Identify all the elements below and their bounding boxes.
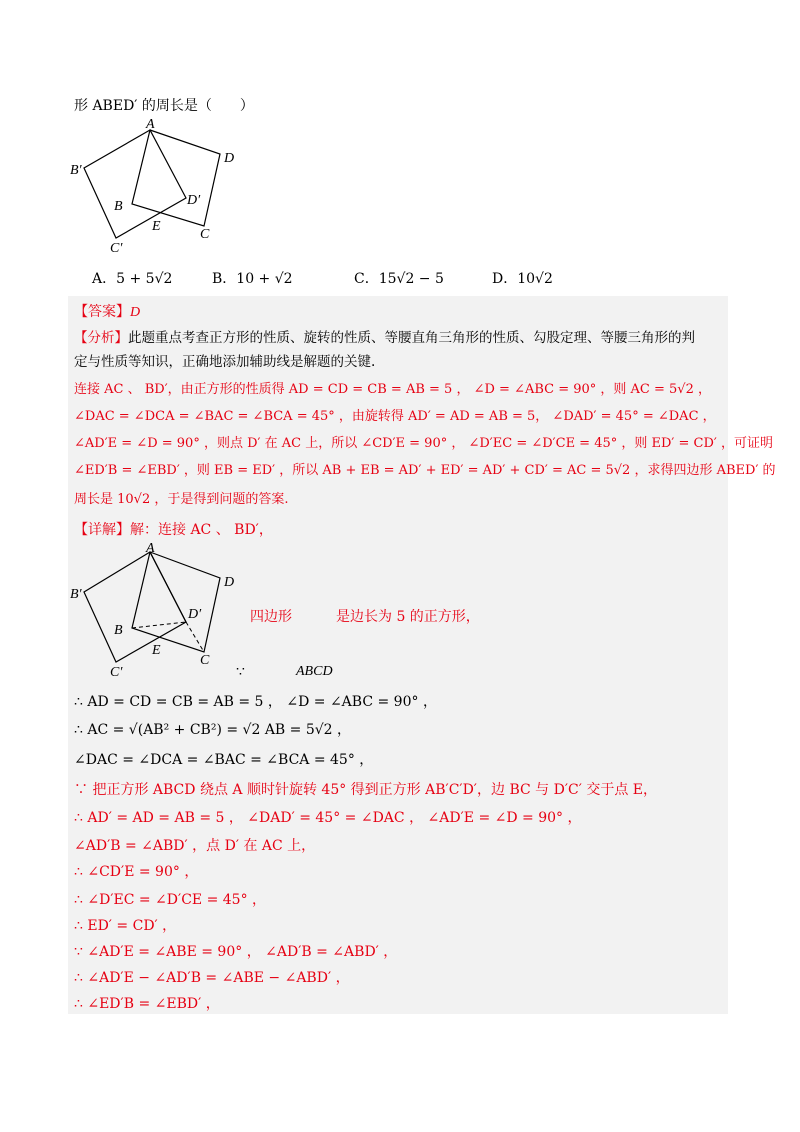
fig2-label-B: B [114, 623, 123, 638]
detail-step-4: ∵ 把正方形 ABCD 绕点 A 顺时针旋转 45° 得到正方形 AB′C′D′，边 BC 与 D′C′ 交于点 E， [74, 782, 658, 798]
detail-step-9: ∴ ED′ = CD′ ， [74, 918, 177, 934]
option-b[interactable]: B．10 + √2 [212, 271, 293, 287]
label-D-prime: D′ [187, 193, 201, 208]
label-A: A [146, 118, 155, 132]
fig2-label-B-prime: B′ [70, 587, 82, 602]
geometry-figure-1 [70, 118, 250, 258]
label-D: D [224, 151, 235, 166]
detail-step-3: ∠DAC = ∠DCA = ∠BAC = ∠BCA = 45° ， [74, 752, 374, 768]
label-C-prime: C′ [110, 241, 123, 256]
option-d[interactable]: D．10√2 [492, 271, 553, 287]
label-E: E [152, 219, 161, 234]
detail-intro: 【详解】解：连接 AC 、 BD′， [74, 522, 273, 538]
detail-step-6: ∠AD′B = ∠ABD′ ，点 D′ 在 AC 上， [74, 838, 316, 854]
because-symbol: ∵ [236, 664, 245, 680]
question-stem: 形 ABED′ 的周长是（ ） [74, 98, 254, 114]
label-C: C [200, 227, 210, 242]
option-a[interactable]: A．5 + 5√2 [92, 271, 173, 287]
fig2-label-D-prime: D′ [188, 607, 202, 622]
detail-step-10: ∵ ∠AD′E = ∠ABE = 90° ， ∠AD′B = ∠ABD′ ， [74, 944, 398, 960]
analysis-line-2: 定与性质等知识，正确地添加辅助线是解题的关键. [74, 354, 376, 370]
analysis-red-1: 连接 AC 、 BD′，由正方形的性质得 AD = CD = CB = AB = 5 ， ∠D = ∠ABC = 90° ，则 AC = 5√2 ， [74, 382, 711, 397]
detail-step-7: ∴ ∠CD′E = 90° ， [74, 864, 199, 880]
detail-step-1: ∴ AD = CD = CB = AB = 5 ， ∠D = ∠ABC = 90° ， [74, 694, 437, 710]
option-c[interactable]: C．15√2 − 5 [354, 271, 444, 287]
analysis-red-5: 周长是 10√2 ，于是得到问题的答案. [74, 492, 289, 507]
square-name: ABCD [296, 664, 333, 679]
analysis-red-3: ∠AD′E = ∠D = 90° ，则点 D′ 在 AC 上，所以 ∠CD′E = 90° ， ∠D′EC = ∠D′CE = 45° ，则 ED′ = CD′ ，可证明 [74, 436, 773, 451]
detail-side-text-2: 是边长为 5 的正方形， [336, 609, 480, 625]
detail-step-2: ∴ AC = √(AB² + CB²) = √2 AB = 5√2 ， [74, 722, 352, 738]
detail-step-5: ∴ AD′ = AD = AB = 5 ， ∠DAD′ = 45° = ∠DAC ， ∠AD′E = ∠D = 90° ， [74, 810, 582, 826]
detail-side-text-1: 四边形 [250, 609, 292, 625]
geometry-figure-2 [70, 542, 250, 682]
fig2-label-C-prime: C′ [110, 665, 123, 680]
detail-step-12: ∴ ∠ED′B = ∠EBD′ ， [74, 996, 220, 1012]
fig2-label-E: E [152, 643, 161, 658]
detail-step-8: ∴ ∠D′EC = ∠D′CE = 45° ， [74, 892, 267, 908]
fig2-label-C: C [200, 653, 210, 668]
answer-line: 【答案】D [74, 304, 141, 320]
fig2-label-A: A [146, 542, 155, 556]
label-B: B [114, 199, 123, 214]
analysis-red-4: ∠ED′B = ∠EBD′ ，则 EB = ED′ ，所以 AB + EB = AD′ + ED′ = AD′ + CD′ = AC = 5√2 ，求得四边形 ABED′ 的 [74, 463, 776, 478]
analysis-line-1: 【分析】此题重点考查正方形的性质、旋转的性质、等腰直角三角形的性质、勾股定理、等腰三角形的判 [74, 330, 695, 346]
detail-step-11: ∴ ∠AD′E − ∠AD′B = ∠ABE − ∠ABD′ ， [74, 970, 350, 986]
label-B-prime: B′ [70, 163, 82, 178]
fig2-label-D: D [224, 575, 235, 590]
analysis-red-2: ∠DAC = ∠DCA = ∠BAC = ∠BCA = 45° ，由旋转得 AD′ = AD = AB = 5， ∠DAD′ = 45° = ∠DAC ， [74, 409, 716, 424]
